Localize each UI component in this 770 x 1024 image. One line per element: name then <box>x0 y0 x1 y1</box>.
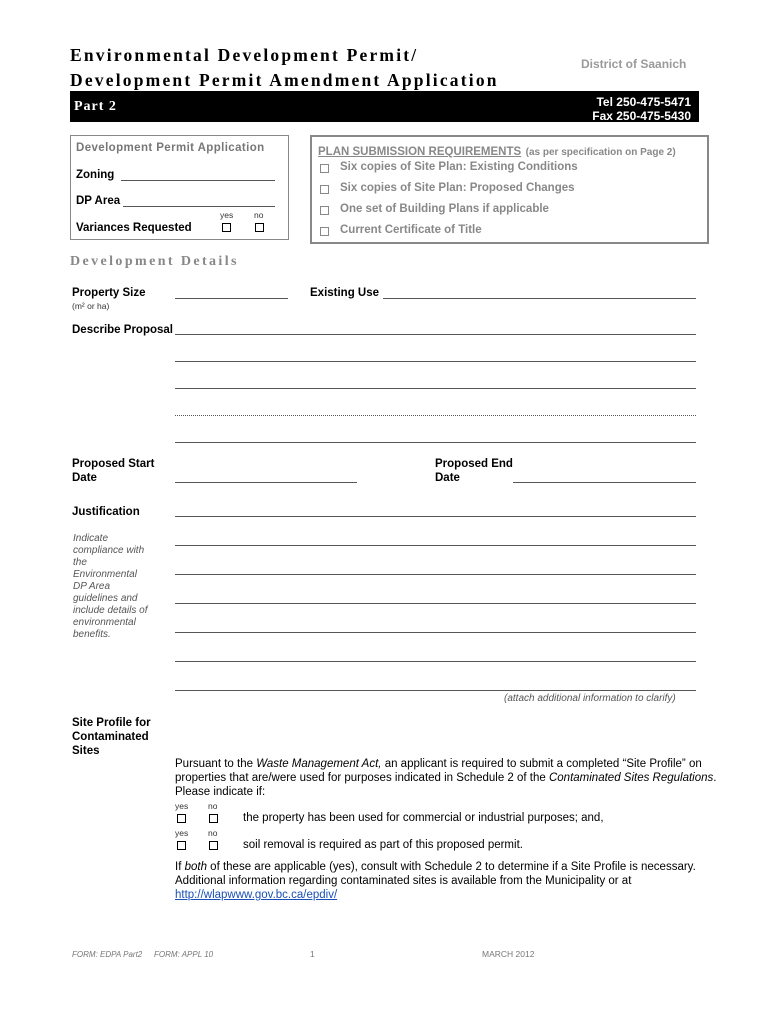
telephone: Tel 250-475-5471 <box>596 95 691 109</box>
intro-line2-b: . <box>713 772 717 784</box>
variances-no-checkbox[interactable] <box>255 223 264 232</box>
plan-requirements-heading-row <box>318 142 676 160</box>
justification-line-1[interactable] <box>175 516 696 517</box>
part-bar <box>70 91 699 122</box>
intro-line2-a: properties that are/were used for purposes indicated in Schedule 2 of the <box>175 772 549 784</box>
req-item-2: Six copies of Site Plan: Proposed Changes <box>340 182 575 194</box>
plan-requirements-box <box>310 135 709 244</box>
variances-label: Variances Requested <box>76 222 192 234</box>
q2-yes-checkbox[interactable] <box>177 841 186 850</box>
question-2: soil removal is required as part of this proposed permit. <box>243 839 523 851</box>
variances-yes-checkbox[interactable] <box>222 223 231 232</box>
end-date-label-1: Proposed End <box>435 458 513 470</box>
q2-no-label: no <box>208 828 218 838</box>
describe-proposal-label: Describe Proposal <box>72 324 173 336</box>
q1-yes-label: yes <box>175 801 189 811</box>
dp-area-label: DP Area <box>76 195 121 207</box>
footer-form-2: FORM: APPL 10 <box>154 950 214 959</box>
proposal-line-3[interactable] <box>175 388 696 389</box>
note-both: both <box>184 861 207 873</box>
q1-no-checkbox[interactable] <box>209 814 218 823</box>
question-1: the property has been used for commercial or industrial purposes; and, <box>243 812 604 824</box>
site-profile-heading-1: Site Profile for <box>72 717 151 729</box>
justification-line-4[interactable] <box>175 603 696 604</box>
footer-form-1: FORM: EDPA Part2 <box>72 950 143 959</box>
req-item-1: Six copies of Site Plan: Existing Conditions <box>340 161 578 173</box>
footer-page-number: 1 <box>310 949 315 959</box>
start-date-label-2: Date <box>72 472 97 484</box>
intro-regs: Contaminated Sites Regulations <box>548 772 714 784</box>
dp-area-field[interactable] <box>123 206 275 207</box>
district-name: District of Saanich <box>581 57 687 71</box>
plan-requirements-note: (as per specification on Page 2) <box>525 147 676 158</box>
site-profile-intro <box>175 757 717 799</box>
justification-line-6[interactable] <box>175 661 696 662</box>
note-text-a: If <box>175 861 185 873</box>
variances-no-label: no <box>254 210 264 220</box>
proposal-line-5[interactable] <box>175 442 696 443</box>
fax: Fax 250-475-5430 <box>592 109 691 123</box>
site-profile-heading-3: Sites <box>72 745 100 757</box>
req-item-4: Current Certificate of Title <box>340 224 482 236</box>
req-item-3: One set of Building Plans if applicable <box>340 203 549 215</box>
variances-yes-label: yes <box>220 210 234 220</box>
proposal-line-2[interactable] <box>175 361 696 362</box>
attach-note: (attach additional information to clarify) <box>504 693 676 704</box>
end-date-field[interactable] <box>513 482 696 483</box>
justification-line-5[interactable] <box>175 632 696 633</box>
existing-use-label: Existing Use <box>310 287 380 299</box>
justification-note: Indicate compliance with the Environmental DP Area guidelines and include details of environmental benefits. <box>73 533 148 640</box>
q1-no-label: no <box>208 801 218 811</box>
zoning-label: Zoning <box>76 169 115 181</box>
justification-line-2[interactable] <box>175 545 696 546</box>
title-line-2: Development Permit Amendment Application <box>70 70 499 90</box>
development-details-heading: Development Details <box>70 254 239 269</box>
site-profile-heading-2: Contaminated <box>72 731 149 743</box>
dp-application-box <box>70 135 289 240</box>
justification-line-7[interactable] <box>175 690 696 691</box>
part-label: Part 2 <box>74 99 117 114</box>
existing-use-field[interactable] <box>383 298 696 299</box>
req-checkbox-2[interactable] <box>320 185 329 194</box>
property-size-label: Property Size <box>72 287 146 299</box>
proposal-line-4[interactable] <box>175 415 696 416</box>
q2-yes-label: yes <box>175 828 189 838</box>
property-size-units: (m² or ha) <box>72 301 110 311</box>
zoning-field[interactable] <box>121 180 275 181</box>
epdiv-link[interactable]: http://wlapwww.gov.bc.ca/epdiv/ <box>175 889 338 901</box>
plan-requirements-heading: PLAN SUBMISSION REQUIREMENTS <box>318 146 522 158</box>
intro-text-a: Pursuant to the <box>175 758 257 770</box>
footer-date: MARCH 2012 <box>482 949 535 959</box>
q1-yes-checkbox[interactable] <box>177 814 186 823</box>
intro-text-b: an applicant is required to submit a completed “Site Profile” on <box>381 758 702 770</box>
req-checkbox-1[interactable] <box>320 164 329 173</box>
title-line-1: Environmental Development Permit/ <box>70 45 419 65</box>
dp-application-heading: Development Permit Application <box>76 142 265 154</box>
proposal-line-1[interactable] <box>175 334 696 335</box>
justification-label: Justification <box>72 506 140 518</box>
start-date-label-1: Proposed Start <box>72 458 155 470</box>
property-size-field[interactable] <box>175 298 288 299</box>
site-profile-note <box>175 860 715 902</box>
note-line2: Additional information regarding contaminated sites is available from the Municipality or at <box>175 875 632 887</box>
end-date-label-2: Date <box>435 472 460 484</box>
req-checkbox-3[interactable] <box>320 206 329 215</box>
note-text-b: of these are applicable (yes), consult with Schedule 2 to determine if a Site Profile is necessary. <box>206 861 696 873</box>
req-checkbox-4[interactable] <box>320 227 329 236</box>
q2-no-checkbox[interactable] <box>209 841 218 850</box>
intro-line3: Please indicate if: <box>175 786 266 798</box>
intro-act: Waste Management Act, <box>256 758 382 770</box>
justification-line-3[interactable] <box>175 574 696 575</box>
start-date-field[interactable] <box>175 482 357 483</box>
